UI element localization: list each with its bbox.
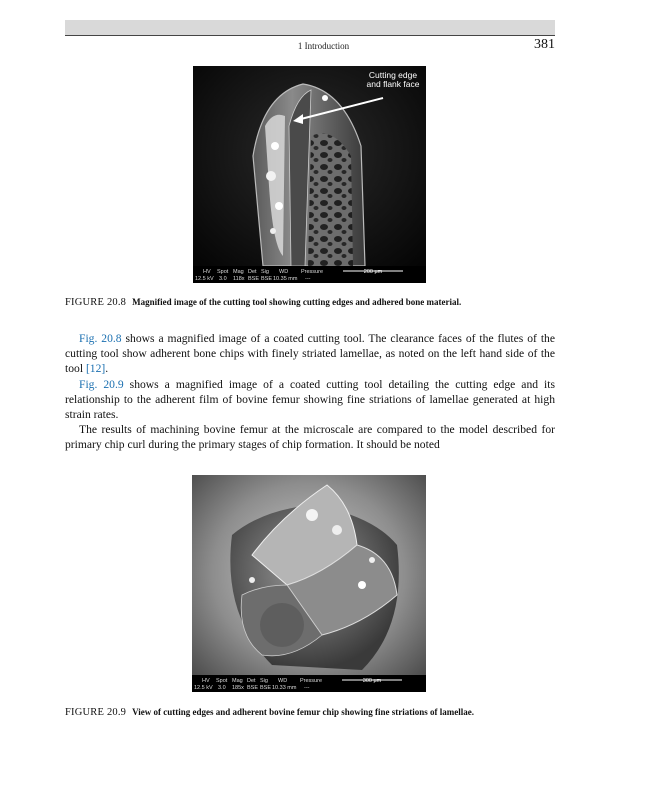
databar-mag-value: 185x: [232, 685, 244, 691]
caption-label: FIGURE 20.8: [65, 297, 127, 308]
databar-pressure-value: ---: [304, 685, 310, 691]
header-bar: [65, 20, 555, 35]
databar-wd-value: 10.35 mm: [273, 276, 298, 282]
figure-20-9-image: [192, 475, 426, 692]
sem-micrograph-tool-tip: [193, 66, 426, 283]
databar-wd: WD: [279, 269, 289, 275]
paragraph-1: Fig. 20.8 shows a magnified image of a coated cutting tool. The clearance faces of the flutes of the cutting tool show adherent bone chips with finely striated lamellae, as noted on the left hand side of the tool [12].: [65, 332, 555, 376]
running-head: 1 Introduction: [297, 41, 350, 51]
caption-text: Magnified image of the cutting tool showing cutting edges and adhered bone material.: [132, 297, 462, 307]
databar-mag-value: 118x: [233, 276, 245, 282]
databar-pressure: Pressure: [301, 269, 324, 275]
overlay-label-line2: and flank face: [366, 79, 420, 89]
figure-link[interactable]: Fig. 20.8: [79, 332, 122, 345]
overlay-label-line1: Cutting edge: [368, 70, 418, 80]
databar-wd-value: 10.33 mm: [272, 685, 297, 691]
scale-bar-label: 300 μm: [362, 678, 382, 684]
sem-micrograph-cutting-edges: [192, 475, 426, 692]
databar-det-value: BSE: [248, 276, 260, 282]
databar-det-value: BSE: [247, 685, 259, 691]
databar-sig: Sig: [260, 678, 268, 684]
figure-20-8-caption: [65, 296, 565, 309]
page-number: 381: [534, 37, 555, 52]
databar-mag: Mag: [233, 269, 244, 275]
databar-spot-value: 3.0: [218, 685, 226, 691]
figure-20-8-image: [193, 66, 426, 283]
databar-mag: Mag: [232, 678, 243, 684]
databar-spot: Spot: [217, 269, 229, 275]
databar-spot: Spot: [216, 678, 228, 684]
caption-label: FIGURE 20.9: [65, 707, 127, 718]
databar-sig-value: BSE: [260, 685, 272, 691]
databar-det: Det: [247, 678, 256, 684]
figure-link[interactable]: Fig. 20.9: [79, 377, 124, 391]
databar-sig-value: BSE: [261, 276, 273, 282]
databar-hv: HV: [203, 269, 211, 275]
databar-pressure-value: ---: [305, 276, 311, 282]
databar-sig: Sig: [261, 269, 269, 275]
databar-pressure: Pressure: [300, 678, 323, 684]
databar-hv: HV: [202, 678, 210, 684]
paragraph-3: The results of machining bovine femur at the microscale are compared to the model described for primary chip curl during the primary stages of chip formation. It should be noted: [65, 423, 555, 452]
citation-link[interactable]: [12]: [85, 362, 106, 376]
header-rule: [65, 35, 555, 36]
figure-20-9-caption: [65, 706, 565, 719]
paragraph-2: Fig. 20.9 shows a magnified image of a coated cutting tool detailing the cutting edge and its relationship to the adherent film of bovine femur showing fine striations of lamellae generated at high strain rates.: [65, 377, 555, 422]
databar-det: Det: [248, 269, 257, 275]
databar-hv-value: 12.5 kV: [194, 685, 213, 691]
body-text: [65, 331, 555, 453]
databar-spot-value: 3.0: [219, 276, 227, 282]
databar-hv-value: 12.5 kV: [195, 276, 214, 282]
databar-wd: WD: [278, 678, 288, 684]
caption-text: View of cutting edges and adherent bovine femur chip showing fine striations of lamellae.: [132, 707, 474, 717]
scale-bar-label: 200 μm: [363, 269, 383, 275]
